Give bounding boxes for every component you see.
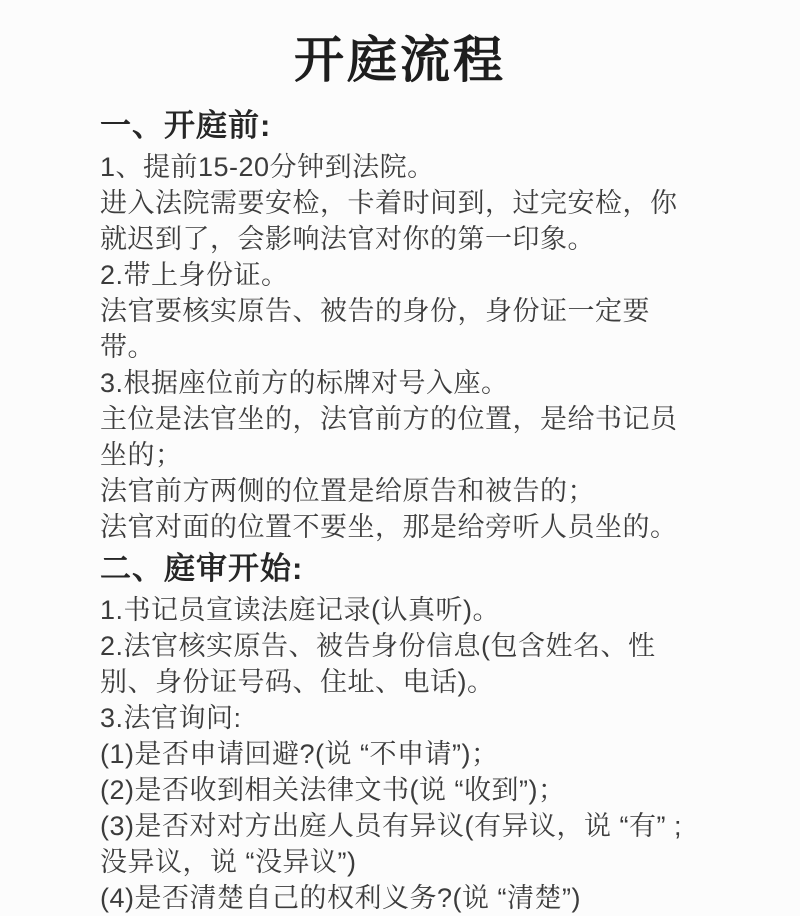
paragraph: (4)是否清楚自己的权利义务?(说 “清楚”) <box>100 883 581 913</box>
paragraph: (3)是否对对方出庭人员有异议(有异议，说 “有” ;没异议，说 “没异议”) <box>100 811 682 877</box>
paragraph: 3.根据座位前方的标牌对号入座。 <box>100 368 509 398</box>
paragraph: 主位是法官坐的，法官前方的位置，是给书记员坐的； <box>100 404 678 470</box>
paragraph: (1)是否申请回避?(说 “不申请”)； <box>100 739 499 769</box>
paragraph: 法官对面的位置不要坐，那是给旁听人员坐的。 <box>100 512 678 542</box>
paragraph: 3.法官询问: <box>100 703 242 733</box>
paragraph: 2.法官核实原告、被告身份信息(包含姓名、性别、身份证号码、住址、电话)。 <box>100 631 656 697</box>
section-heading: 一、开庭前: <box>100 108 272 143</box>
paragraph: 1、提前15-20分钟到法院。 <box>100 152 435 182</box>
paragraph: 2.带上身份证。 <box>100 260 289 290</box>
page-title: 开庭流程 <box>294 32 506 88</box>
paragraph: 1.书记员宣读法庭记录(认真听)。 <box>100 595 500 625</box>
section-heading: 二、庭审开始: <box>100 551 304 586</box>
document-body <box>0 106 800 916</box>
paragraph: (2)是否收到相关法律文书(说 “收到”)； <box>100 775 566 805</box>
paragraph: 法官前方两侧的位置是给原告和被告的； <box>100 476 595 506</box>
paragraph: 法官要核实原告、被告的身份，身份证一定要带。 <box>100 296 650 362</box>
paragraph: 进入法院需要安检，卡着时间到，过完安检，你就迟到了，会影响法官对你的第一印象。 <box>100 188 678 254</box>
